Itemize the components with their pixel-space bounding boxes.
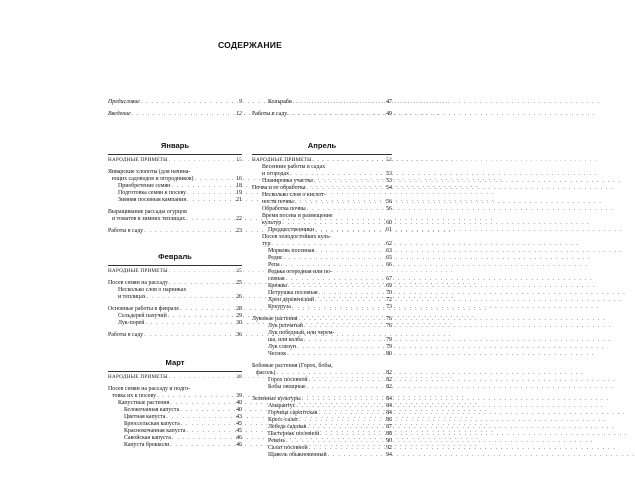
month-divider (108, 265, 242, 266)
toc-entry-acidity[interactable]: ности почвы . . . 56 (252, 199, 392, 206)
toc-entry-garden-work[interactable]: Работы в саду . . . 23 (108, 228, 242, 235)
toc-entry[interactable]: Луковые растения . . . 76 (252, 316, 392, 323)
toc-entry-january-chores[interactable]: ющих садоводов и огородников) . . . 16 (108, 176, 242, 183)
toc-entry[interactable]: Зеленные культуры . . . 84 (252, 396, 392, 403)
toc-entry[interactable]: Кукуруза . . . 73 (252, 304, 392, 311)
month-divider (252, 154, 392, 155)
month-heading-april: Апрель (307, 141, 337, 150)
month-heading-march: Март (165, 358, 185, 367)
toc-entry[interactable]: Салат посевной . . . 92 (252, 445, 392, 452)
toc-entry-seedlings[interactable]: и томатов в зимних теплицах . . . 22 (108, 216, 242, 223)
toc-entry[interactable]: Савойская капуста . . . 46 (108, 435, 242, 442)
toc-entry[interactable]: Планировка участка . . . 53 (252, 178, 392, 185)
toc-entry-line[interactable]: Весенние работы в садах (262, 164, 326, 170)
month-heading-january: Январь (160, 141, 190, 150)
toc-entry-garden-work[interactable]: Работы в саду . . . 36 (108, 332, 242, 339)
toc-entry[interactable]: Обработка почвы . . . 56 (252, 206, 392, 213)
toc-entry[interactable]: Капуста брокколи . . . 46 (108, 442, 242, 449)
toc-entry-garden-work[interactable]: Работы в саду . . . 49 (252, 111, 392, 118)
month-divider (108, 154, 242, 155)
toc-entry[interactable]: Зимняя посевная кампания . . . 21 (108, 197, 242, 204)
toc-entry[interactable]: Ревень . . . 90 (252, 438, 392, 445)
toc-entry-folk-signs[interactable]: НАРОДНЫЕ ПРИМЕТЫ . . . 38 (108, 374, 242, 381)
toc-entry[interactable]: Амарантус . . . 84 (252, 403, 392, 410)
toc-entry-preface[interactable]: Предисловие . . . 9 (108, 99, 242, 106)
month-divider (108, 371, 242, 372)
toc-entry-introduction[interactable]: Введение . . . 12 (108, 111, 242, 118)
toc-entry[interactable]: Кольраби . . . 47 (252, 99, 392, 106)
toc-entry[interactable]: Основные работы в феврале . . . 28 (108, 306, 242, 313)
toc-entry[interactable]: Редис . . . 65 (252, 255, 392, 262)
toc-entry[interactable]: Приобретение семян . . . 18 (108, 183, 242, 190)
toc-entry-line[interactable]: Несколько слов о парниках (118, 287, 187, 293)
toc-entry-legumes[interactable]: фасоль) . . . 82 (252, 370, 392, 377)
toc-entry-folk-signs[interactable]: НАРОДНЫЕ ПРИМЕТЫ . . . 15 (108, 157, 242, 164)
toc-left-column (108, 99, 242, 449)
toc-entry-march-sowing[interactable]: товка их к посеву . . . 39 (108, 393, 242, 400)
toc-entry-radish[interactable]: севная . . . 67 (252, 276, 392, 283)
toc-entry-line[interactable]: Выращивание рассады огурцов (108, 209, 187, 215)
toc-entry-greenhouses[interactable]: и теплицах . . . 26 (108, 294, 242, 301)
toc-entry-line[interactable]: Редька огородная или по- (268, 269, 332, 275)
page-title: СОДЕРЖАНИЕ (217, 40, 283, 50)
toc-entry[interactable]: Горчица сарептская . . . 84 (252, 410, 392, 417)
toc-entry[interactable]: Кресс-салат . . . 86 (252, 417, 392, 424)
toc-entry-folk-signs[interactable]: НАРОДНЫЕ ПРИМЕТЫ . . . 25 (108, 268, 242, 275)
toc-entry[interactable]: Лук репчатый . . . 76 (252, 323, 392, 330)
toc-entry[interactable]: Подготовка семян к посеву . . . 19 (108, 190, 242, 197)
toc-entry[interactable]: Морковь посевная . . . 63 (252, 248, 392, 255)
toc-entry[interactable]: Предшественники . . . 61 (252, 227, 392, 234)
toc-entry[interactable]: Белокочанная капуста . . . 40 (108, 407, 242, 414)
toc-entry[interactable]: Щавель обыкновенный . . . 94 (252, 452, 392, 459)
toc-entry-line[interactable]: Несколько слов о кислот- (262, 192, 326, 198)
toc-entry-cold-hardy[interactable]: тур . . . 62 (252, 241, 392, 248)
toc-entry[interactable]: Брюссельская капуста . . . 45 (108, 421, 242, 428)
toc-entry[interactable]: Сельдерей пахучий . . . 29 (108, 313, 242, 320)
toc-entry[interactable]: Почва и ее обработка . . . 54 (252, 185, 392, 192)
toc-entry[interactable]: Чеснок . . . 80 (252, 351, 392, 358)
toc-entry-line[interactable]: Январские хлопоты (для начина- (108, 169, 191, 175)
toc-right-column (252, 99, 392, 459)
month-heading-february: Февраль (158, 252, 192, 261)
toc-entry[interactable]: Горох посевной . . . 82 (252, 377, 392, 384)
toc-entry[interactable]: Посев семян на рассаду . . . 25 (108, 280, 242, 287)
toc-entry[interactable]: Краснокочанная капуста . . . 45 (108, 428, 242, 435)
toc-entry-line[interactable]: Посев холодостойких куль- (262, 234, 331, 240)
toc-entry[interactable]: Лук-порей . . . 30 (108, 320, 242, 327)
toc-entry-spring-work[interactable]: и огородах . . . 53 (252, 171, 392, 178)
toc-entry-line[interactable]: Бобовые растения (Горох, бобы, (252, 363, 333, 369)
toc-entry[interactable]: Цветная капуста . . . 43 (108, 414, 242, 421)
toc-entry-line[interactable]: Посев семян на рассаду и подго- (108, 386, 191, 392)
toc-entry[interactable]: Капустные растения . . . 40 (108, 400, 242, 407)
toc-entry-onion-victory[interactable]: ша, или колба . . . 79 (252, 337, 392, 344)
toc-entry[interactable]: Брюква . . . 69 (252, 283, 392, 290)
toc-entry[interactable]: Бобы овощные . . . 82 (252, 384, 392, 391)
toc-entry-line[interactable]: Время посева и размещение (262, 213, 333, 219)
toc-entry[interactable]: Хрен деревенский . . . 72 (252, 297, 392, 304)
toc-entry[interactable]: Пастернак посевной . . . 88 (252, 431, 392, 438)
toc-entry[interactable]: Лебеда садовая . . . 87 (252, 424, 392, 431)
toc-entry[interactable]: Лук слизун . . . 79 (252, 344, 392, 351)
toc-entry[interactable]: Петрушка посевная . . . 70 (252, 290, 392, 297)
toc-entry-timing[interactable]: культур . . . 60 (252, 220, 392, 227)
toc-entry[interactable]: Репа . . . 66 (252, 262, 392, 269)
toc-entry-line[interactable]: Лук победный, или черем- (268, 330, 335, 336)
toc-entry-folk-signs[interactable]: НАРОДНЫЕ ПРИМЕТЫ . . . 52 (252, 157, 392, 164)
